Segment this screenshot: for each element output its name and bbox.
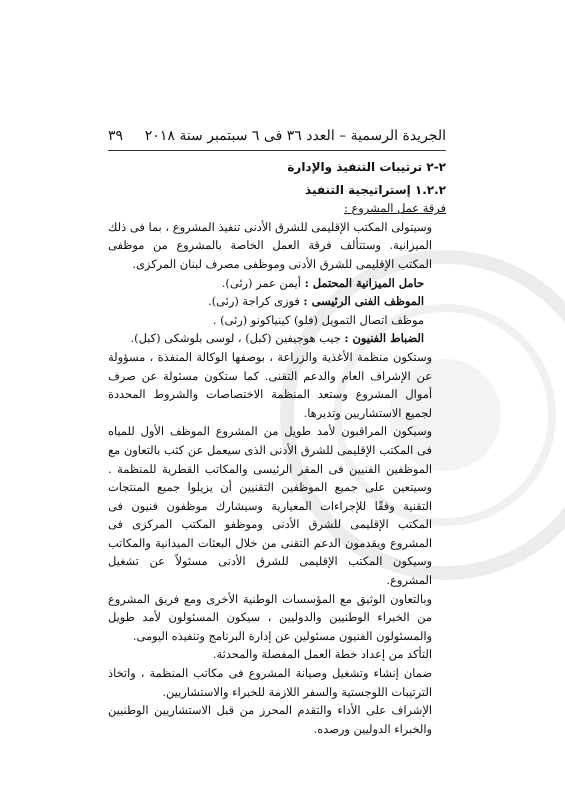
- paragraph: ضمان إنشاء وتشغيل وصيانة المشروع فى مكاتب المنظمة ، واتخاذ الترتيبات اللوجستية والسفر اللازمة للخبراء والاستشاريين.: [108, 666, 432, 699]
- role-line: [108, 274, 446, 293]
- paragraph: وسيتولى المكتب الإقليمى للشرق الأدنى تنفيذ المشروع ، بما فى ذلك الميزانية. وستتألف فرقة العمل الخاصة بالمشروع من موظفى المكتب الإقليمى للشرق الأدنى وموظفى مصرف لبنان المركزى.: [108, 219, 432, 271]
- paragraph: التأكد من إعداد خطة العمل المفصلة والمحدثة.: [212, 647, 432, 662]
- paragraph: وبالتعاون الوثيق مع المؤسسات الوطنية الأخرى ومع فريق المشروع من الخبراء الوطنيين والدوليين ، سيكون المسئولون لأمد طويل والمسئولون الفنيون مسئولين عن إدارة البرنامج وتنفيذه اليومى.: [108, 591, 432, 643]
- role-line: [108, 311, 446, 330]
- role-value: موظف اتصال التمويل (فلو) كينياكونو (رئى) .: [212, 312, 424, 327]
- role-line: [108, 292, 446, 311]
- role-value: جيب هوجيفين (كبل) ، لوسى بلوشكى (كبل).: [130, 331, 341, 346]
- paragraph: وسيكون المراقبون لأمد طويل من المشروع الموظف الأول للمياه فى المكتب الإقليمى للشرق الأدنى الذى سيعمل عن كثب بالتعاون مع الموظفين الفنيين فى المقر الرئيسى والمكاتب القطرية للمنظمة . وسيتعين على جميع الموظفين التقنيين أن يزيلوا جميع المنتجات التقنية وفقًا للإجراءات المعيارية وسيشارك موظفون فنيون فى المكتب الإقليمى للشرق الأدنى وموظفو المكتب المركزى فى المشروع ويقدمون الدعم التقنى من خلال البعثات الميدانية والمكاتب وسيكون المكتب الإقليمى للشرق الأدنى مسئولاً عن تشغيل المشروع.: [108, 424, 432, 588]
- page-header: [108, 128, 446, 151]
- role-label: الضباط الفنيون :: [344, 331, 424, 346]
- role-label: حامل الميزانية المحتمل :: [304, 275, 424, 290]
- team-heading: فرقة عمل المشروع :: [344, 201, 446, 216]
- role-label: الموظف الفنى الرئيسى :: [303, 294, 424, 309]
- subsection-heading: ١.٢.٢ إستراتيجية التنفيذ: [305, 182, 446, 197]
- section-heading: ٢-٢ ترتيبات التنفيذ والإدارة: [287, 160, 446, 174]
- paragraph: وستكون منظمة الأغذية والزراعة ، بوصفها الوكالة المنفذة ، مسؤولة عن الإشراف العام والدعم التقنى. كما ستكون مسئولة عن صرف أموال المشروع وستعد المنظمة الاختصاصات والشروط المحددة لجميع الاستشاريين وتديرها.: [108, 349, 432, 420]
- role-value: أيمن عمر (رئى).: [221, 275, 301, 290]
- role-line: [108, 329, 446, 348]
- role-value: فوزى كراجة (رئى).: [208, 294, 300, 309]
- paragraph: الإشراف على الأداء والتقدم المحرز من قبل الاستشاريين الوطنيين والخبراء الدوليين ورصده.: [108, 703, 432, 736]
- page-number: ٣٩: [108, 128, 124, 144]
- gazette-title: الجريدة الرسمية – العدد ٣٦ فى ٦ سبتمبر سنة ٢٠١٨: [144, 128, 446, 144]
- document-body: [108, 158, 446, 738]
